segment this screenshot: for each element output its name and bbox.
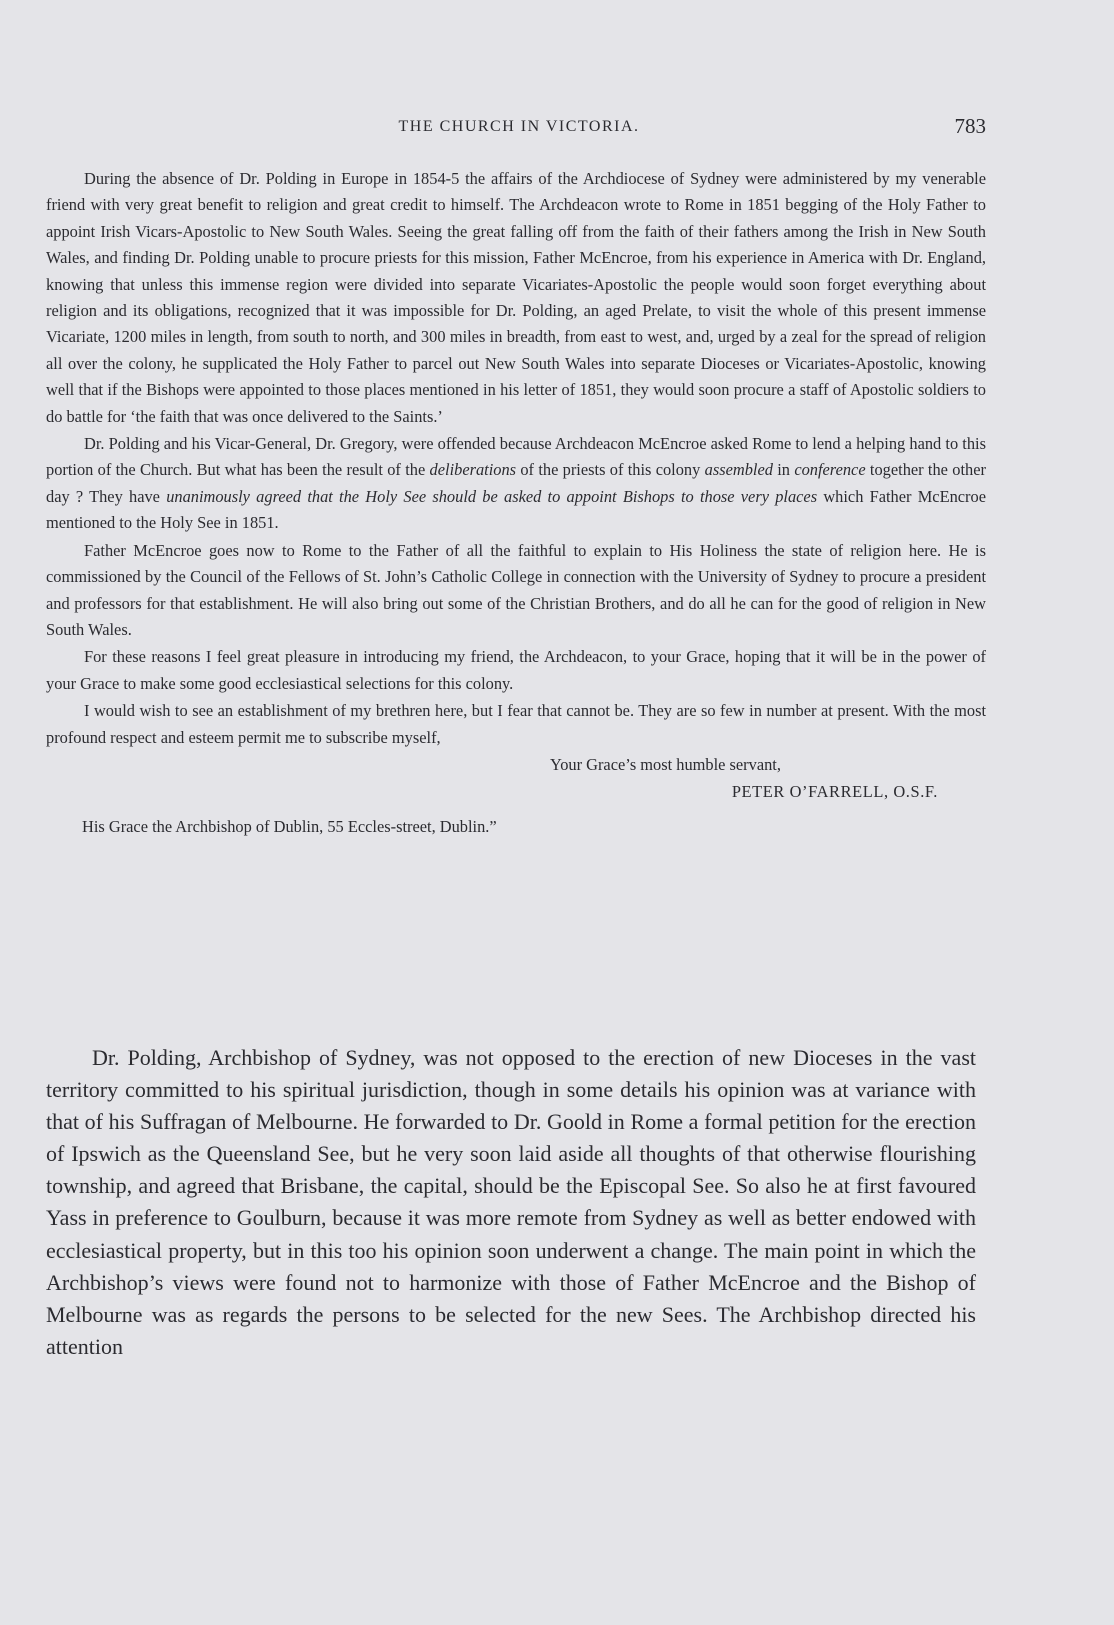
letter-paragraph-5: I would wish to see an establishment of my brethren here, but I fear that cannot be. They are so few in number at present. With the most profound respect and esteem permit me to subscribe myself, bbox=[46, 701, 986, 747]
quoted-letter bbox=[46, 166, 986, 840]
letter-paragraph-4: For these reasons I feel great pleasure in introducing my friend, the Archdeacon, to your Grace, hoping that it will be in the power of your Grace to make some good ecclesiastical selections for this colony. bbox=[46, 647, 986, 693]
letter-p2-italic-conference: conference bbox=[794, 460, 866, 480]
letter-p2-italic-assembled: assembled bbox=[704, 460, 773, 480]
running-head bbox=[46, 114, 992, 144]
signature: PETER O’FARRELL, O.S.F. bbox=[731, 782, 938, 802]
complimentary-close: Your Grace’s most humble servant, bbox=[550, 754, 781, 774]
letter-p2-italic-deliberations: deliberations bbox=[429, 460, 517, 480]
main-body-text bbox=[46, 1042, 976, 1363]
letter-p2-text-e: which Father McEncroe mentioned to the Holy See in 1851. bbox=[46, 486, 986, 533]
letter-p2-text-a: Dr. Polding and his Vicar-General, Dr. Gregory, were offended because Archdeacon McEncroe asked Rome to lend a helping hand to this portion of the Church. But what has been the result of the bbox=[46, 434, 986, 480]
letter-p2-text-c: in bbox=[777, 460, 790, 480]
letter-p2-text-b: of the priests of this colony bbox=[520, 460, 701, 480]
letter-paragraph-2 bbox=[46, 431, 986, 537]
running-title: THE CHURCH IN VICTORIA. bbox=[398, 118, 640, 135]
letter-p2-text-d: together the other day ? They have bbox=[46, 460, 986, 506]
letter-p2-italic-unanimously: unanimously agreed that the Holy See should be asked to appoint Bishops to those very places bbox=[166, 486, 818, 506]
addressee: His Grace the Archbishop of Dublin, 55 Eccles-street, Dublin.” bbox=[82, 816, 497, 836]
page-number: 783 bbox=[954, 114, 986, 138]
letter-paragraph-1: During the absence of Dr. Polding in Europe in 1854-5 the affairs of the Archdiocese of Sydney were administered by my venerable friend with very great benefit to religion and great credit to himself. The Archdeacon wrote to Rome in 1851 begging of the Holy Father to appoint Irish Vicars-Apostolic to New South Wales. Seeing the great falling off from the faith of their fathers among the Irish in New South Wales, and finding Dr. Polding unable to procure priests for this mission, Father McEncroe, from his experience in America with Dr. England, knowing that unless this immense region were divided into separate Vicariates-Apostolic the people would soon forget everything about religion and its obligations, recognized that it was impossible for Dr. Polding, an aged Prelate, to visit the whole of this present immense Vicariate, 1200 miles in length, from south to north, and 300 miles in breadth, from east to west, and, urged by a zeal for the spread of religion all over the colony, he supplicated the Holy Father to parcel out New South Wales into separate Dioceses or Vicariates-Apostolic, knowing well that if the Bishops were appointed to those places mentioned in his letter of 1851, they would soon procure a staff of Apostolic soldiers to do battle for ‘the faith that was once delivered to the Saints.’ bbox=[46, 169, 986, 426]
letter-paragraph-3: Father McEncroe goes now to Rome to the Father of all the faithful to explain to His Holiness the state of religion here. He is commissioned by the Council of the Fellows of St. John’s Catholic College in connection with the University of Sydney to procure a president and professors for that establishment. He will also bring out some of the Christian Brothers, and do all he can for the good of religion in New South Wales. bbox=[46, 540, 986, 639]
main-paragraph-1: Dr. Polding, Archbishop of Sydney, was not opposed to the erection of new Dioceses in the vast territory committed to his spiritual jurisdiction, though in some details his opinion was at variance with that of his Suffragan of Melbourne. He forwarded to Dr. Goold in Rome a formal petition for the erection of Ipswich as the Queensland See, but he very soon laid aside all thoughts of that otherwise flourishing township, and agreed that Brisbane, the capital, should be the Episcopal See. So also he at first favoured Yass in preference to Goulburn, because it was more remote from Sydney as well as better endowed with ecclesiastical property, but in this too his opinion soon underwent a change. The main point in which the Archbishop’s views were found not to harmonize with those of Father McEncroe and the Bishop of Melbourne was as regards the persons to be selected for the new Sees. The Archbishop directed his attention bbox=[46, 1045, 976, 1359]
